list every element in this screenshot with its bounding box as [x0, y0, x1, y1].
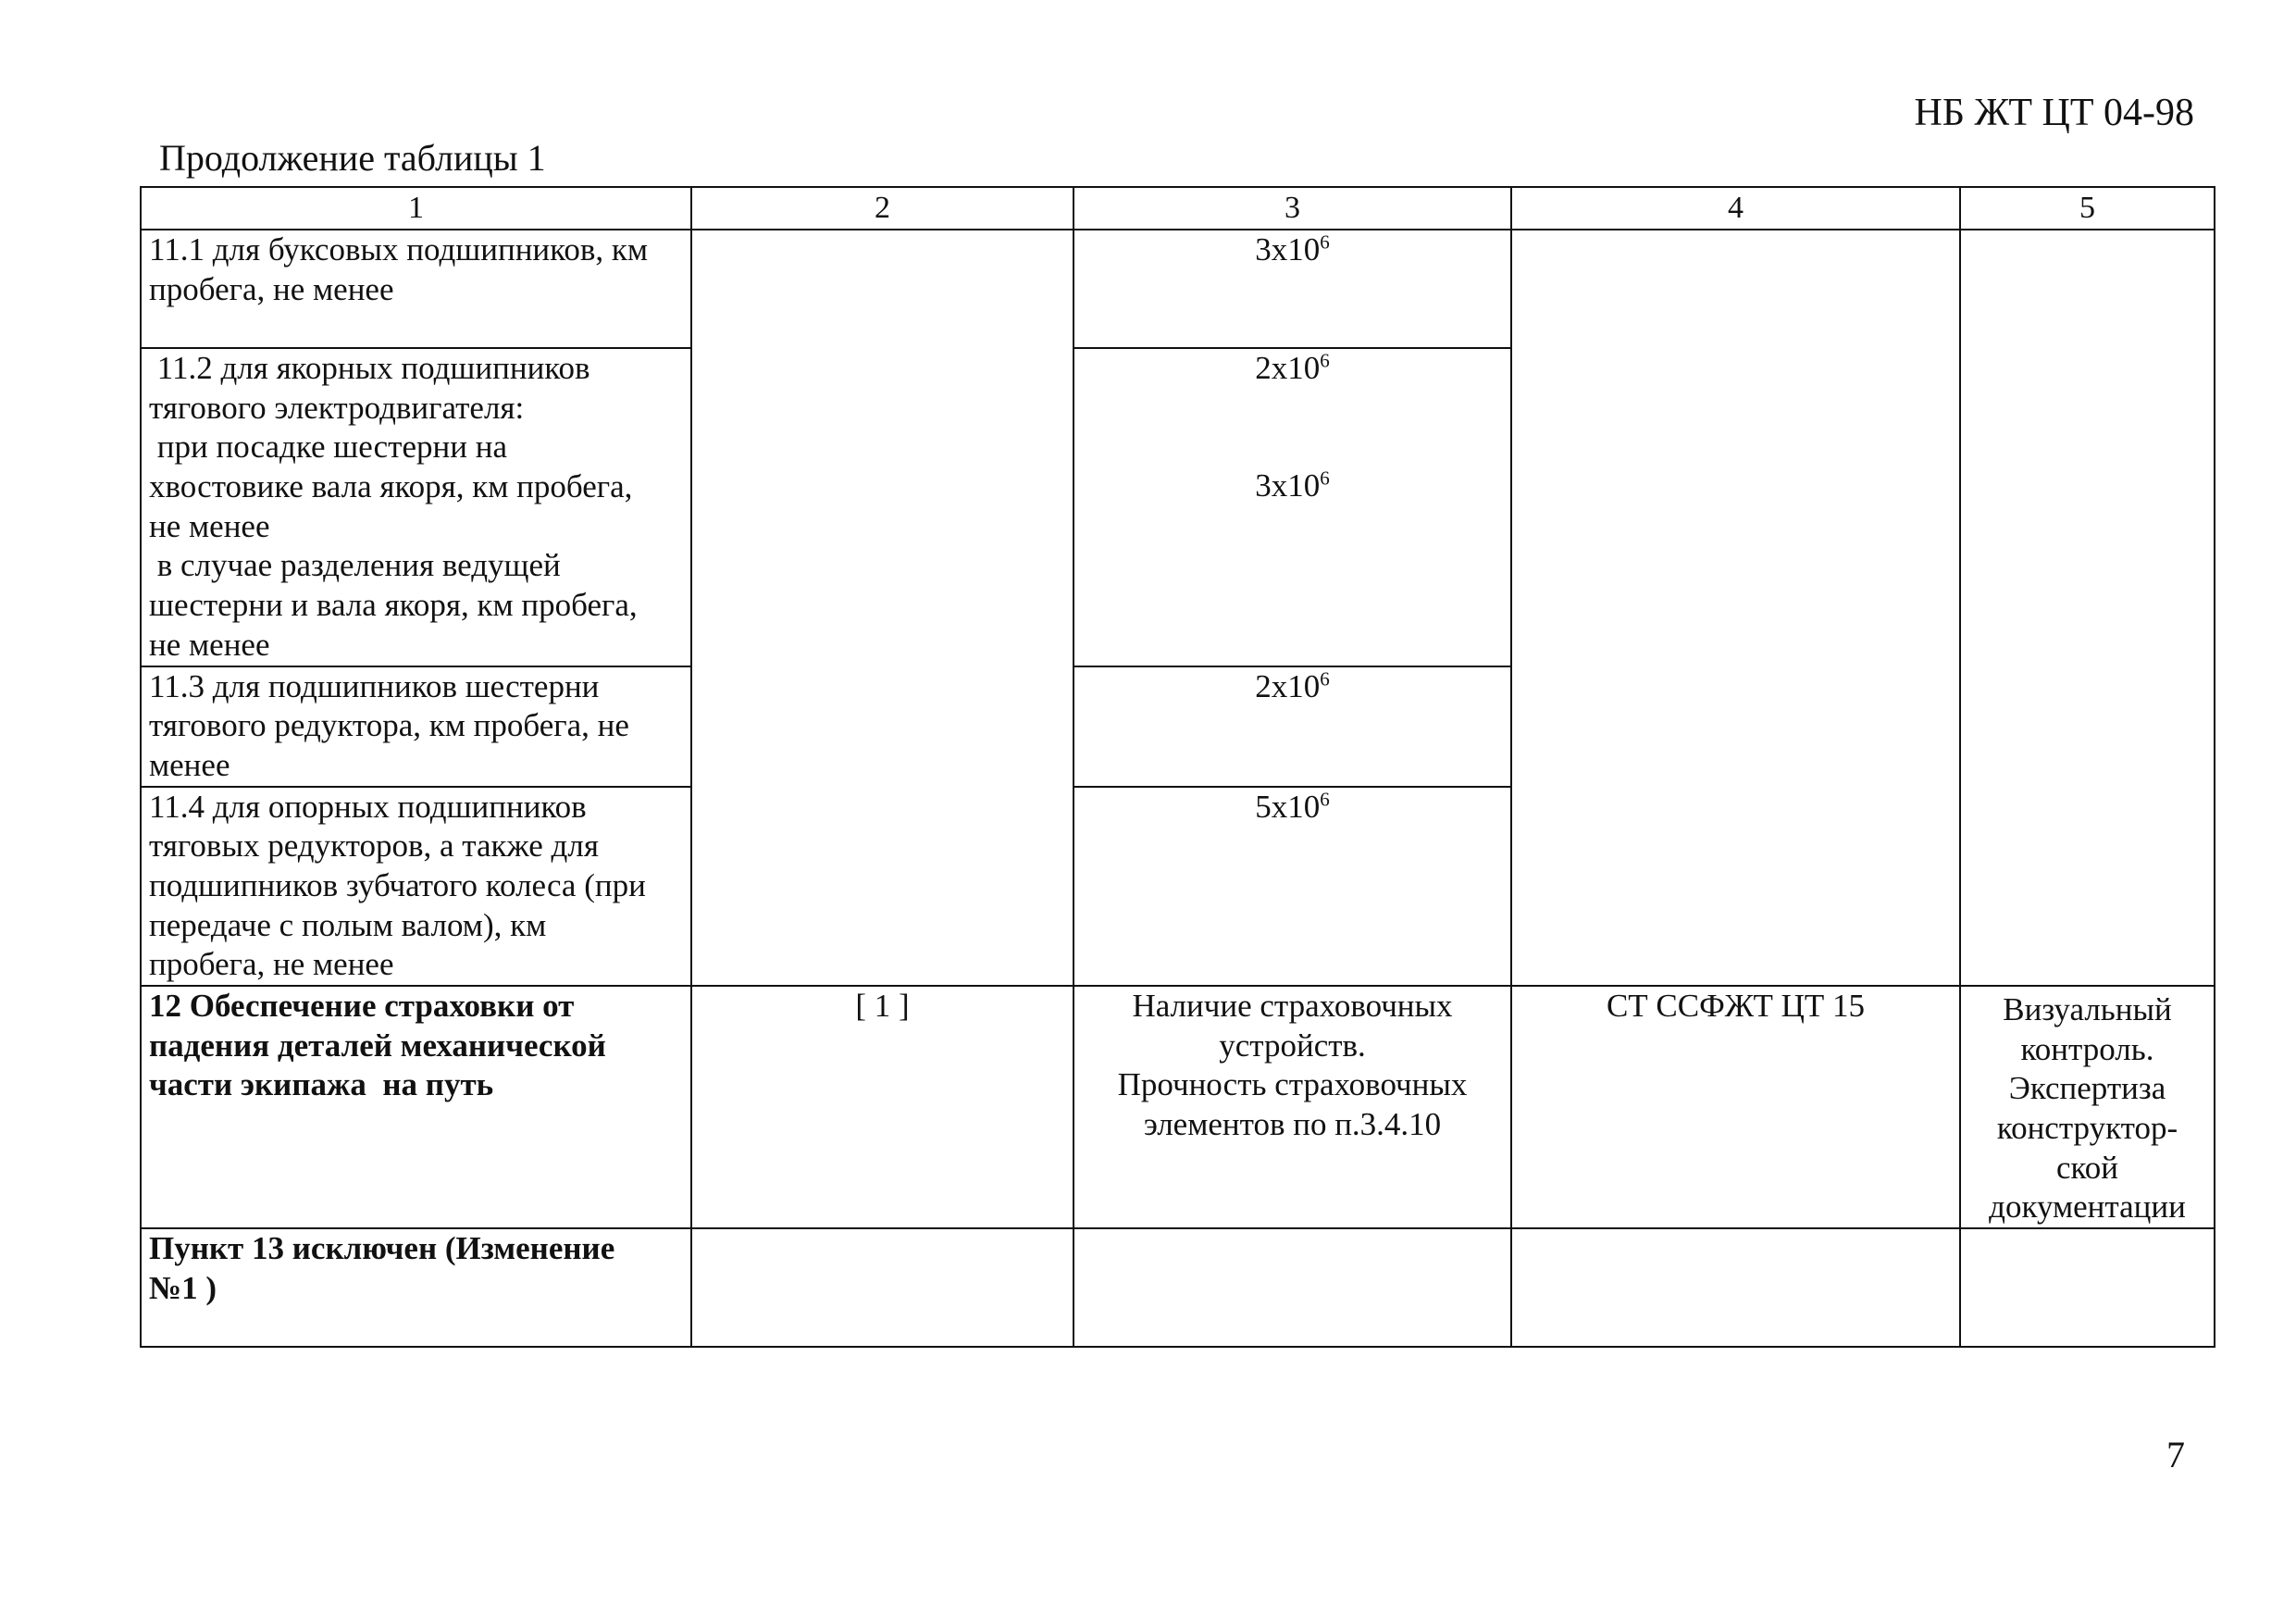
- row-13-col-2: [691, 1228, 1074, 1347]
- header-col-1: 1: [141, 187, 691, 230]
- row-11-2-values: [1074, 348, 1511, 666]
- page-number: 7: [2166, 1434, 2185, 1475]
- table-row-13: [141, 1228, 2215, 1347]
- row-13-col-4: [1511, 1228, 1960, 1347]
- header-col-2: 2: [691, 187, 1074, 230]
- document-code: НБ ЖТ ЦТ 04-98: [1914, 92, 2194, 134]
- row-11-3-value: $2х10^6$: [1074, 666, 1511, 787]
- row-11-1-value: $3х10^6$: [1074, 230, 1511, 348]
- row-13-col-3: [1074, 1228, 1511, 1347]
- row-12-requirement: Наличие страховочных устройств. Прочность страховочных элементов по п.3.4.10: [1074, 986, 1511, 1228]
- row-12-label: 12 Обеспечение страховки от падения деталей механической части экипажа на путь: [141, 986, 691, 1228]
- row-11-2-value-b: $3х10^6$: [1255, 467, 1330, 504]
- table-row-12: [141, 986, 2215, 1228]
- header-col-5: 5: [1960, 187, 2215, 230]
- row-13-label: Пункт 13 исключен (Изменение №1 ): [141, 1228, 691, 1347]
- row-11-1-label: 11.1 для буксовых подшипников, км пробега, не менее: [141, 230, 691, 348]
- row-11-4-value: $5х10^6$: [1074, 787, 1511, 986]
- row-12-reference: [ 1 ]: [691, 986, 1074, 1228]
- requirements-table: [140, 186, 2215, 1348]
- header-col-4: 4: [1511, 187, 1960, 230]
- row-12-standard: СТ ССФЖТ ЦТ 15: [1511, 986, 1960, 1228]
- row-11-2-value-a: $2х10^6$: [1255, 349, 1330, 386]
- col5-merged-cell: [1960, 230, 2215, 986]
- col4-merged-cell: [1511, 230, 1960, 986]
- row-11-4-label: 11.4 для опорных подшипников тяговых редукторов, а также для подшипников зубчатого колеса (при передаче с полым валом), км пробега, не менее: [141, 787, 691, 986]
- header-col-3: 3: [1074, 187, 1511, 230]
- table-caption: Продолжение таблицы 1: [159, 137, 546, 179]
- row-13-col-5: [1960, 1228, 2215, 1347]
- header-row: [141, 187, 2215, 230]
- col2-merged-cell: [691, 230, 1074, 986]
- row-11-3-label: 11.3 для подшипников шестерни тягового редуктора, км пробега, не менее: [141, 666, 691, 787]
- row-11-2-label: 11.2 для якорных подшипников тягового электродвигателя: при посадке шестерни на хвостовике вала якоря, км пробега, не менее в случае разделения ведущей шестерни и вала якоря, км пробега, не менее: [141, 348, 691, 666]
- table-row-11-1: [141, 230, 2215, 348]
- row-12-method: Визуальный контроль. Экспертиза конструктор- ской документации: [1960, 986, 2215, 1228]
